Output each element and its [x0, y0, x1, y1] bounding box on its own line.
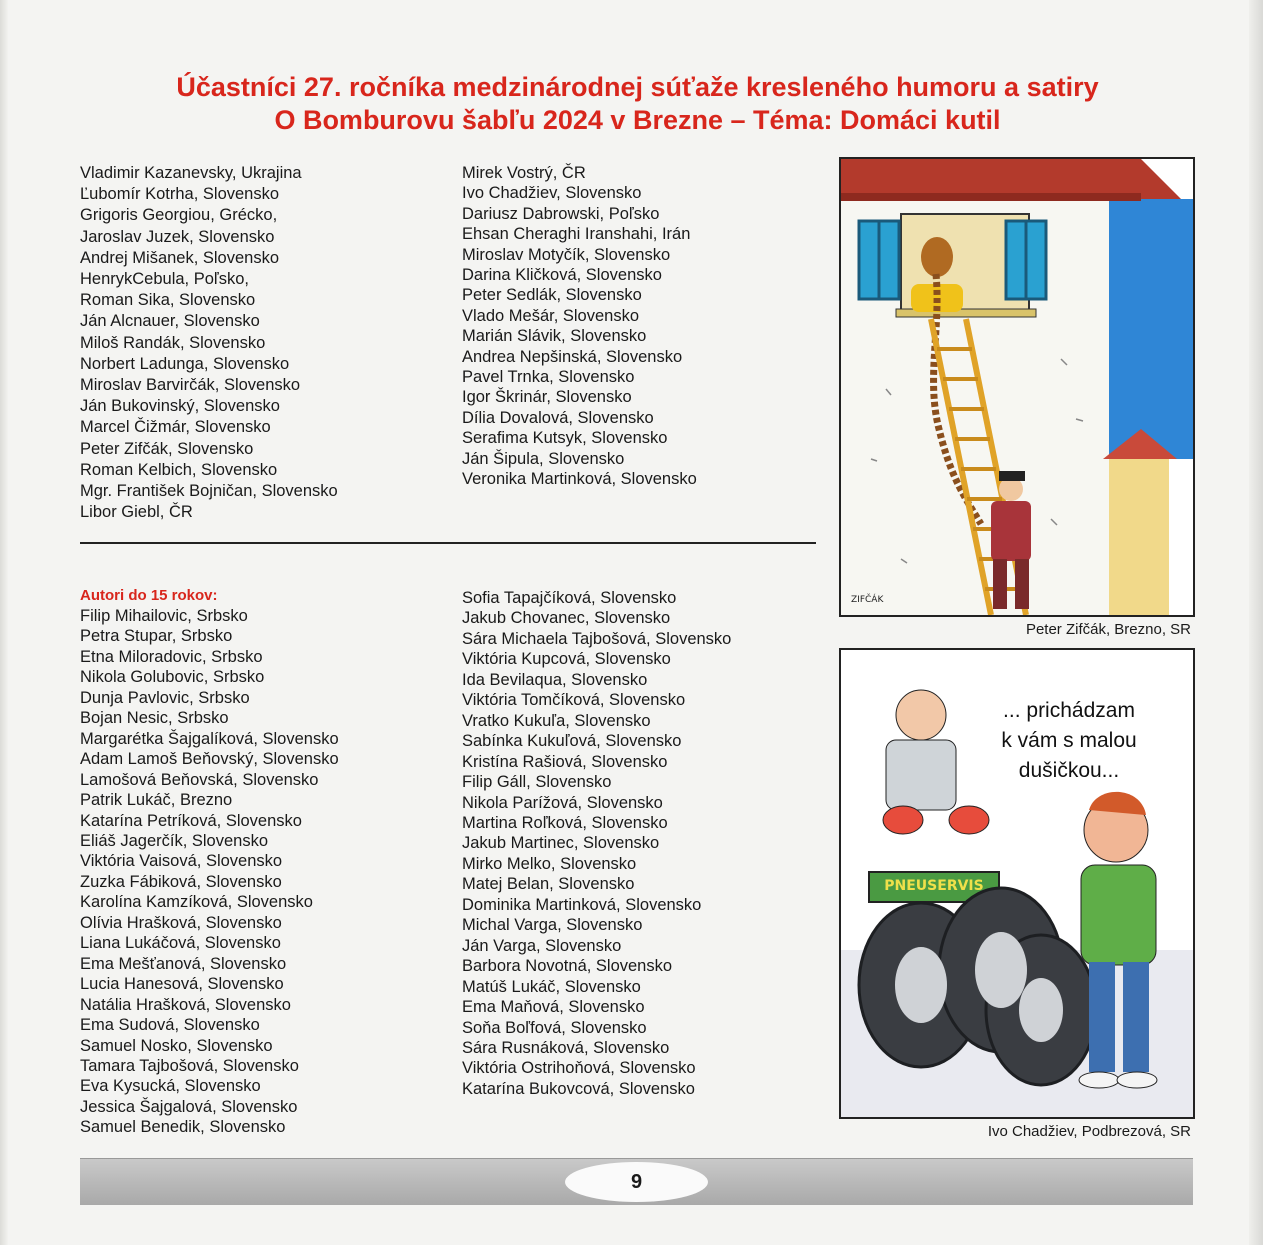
list-item: Samuel Benedik, Slovensko	[80, 1118, 286, 1137]
list-item: Mgr. František Bojničan, Slovensko	[80, 482, 338, 501]
page-title-line-2: O Bomburovu šabľu 2024 v Brezne – Téma: Domáci kutil	[274, 105, 1001, 135]
list-item: Marián Slávik, Slovensko	[462, 327, 647, 346]
list-item: Filip Mihailovic, Srbsko	[80, 607, 248, 625]
list-item: Sabínka Kukuľová, Slovensko	[462, 732, 682, 751]
list-item: Ema Maňová, Slovensko	[462, 998, 645, 1017]
youth-column-2	[462, 588, 731, 1099]
list-item: Viktória Vaisová, Slovensko	[80, 852, 283, 871]
list-item: Jessica Šajgalová, Slovensko	[80, 1097, 298, 1116]
speech-line-3: dušičkou...	[1018, 759, 1120, 782]
list-item: Zuzka Fábiková, Slovensko	[80, 872, 282, 891]
list-item: HenrykCebula, Poľsko,	[80, 270, 249, 289]
list-item: Viktória Kupcová, Slovensko	[462, 650, 671, 669]
list-item: Ivo Chadžiev, Slovensko	[462, 184, 642, 203]
list-item: Jakub Martinec, Slovensko	[462, 834, 660, 853]
list-item: Olívia Hrašková, Slovensko	[80, 913, 282, 932]
page-edge-right	[1249, 0, 1263, 1245]
list-item: Tamara Tajbošová, Slovensko	[80, 1056, 299, 1075]
youth-heading: Autori do 15 rokov:	[80, 587, 218, 604]
speech-line-1: ... prichádzam	[1003, 699, 1135, 722]
list-item: Peter Zifčák, Slovensko	[80, 439, 254, 458]
cartoon-ladder-braid	[839, 157, 1195, 617]
list-item: Bojan Nesic, Srbsko	[80, 709, 229, 728]
list-item: Dominika Martinková, Slovensko	[462, 895, 702, 914]
list-item: Dariusz Dabrowski, Poľsko	[462, 204, 660, 223]
list-item: Barbora Novotná, Slovensko	[462, 957, 673, 976]
list-item: Mirek Vostrý, ČR	[462, 164, 586, 182]
cartoon-ladder-illustration	[841, 159, 1193, 615]
list-item: Ján Varga, Slovensko	[462, 936, 622, 955]
list-item: Eva Kysucká, Slovensko	[80, 1077, 261, 1096]
list-item: Filip Gáll, Slovensko	[462, 773, 612, 792]
list-item: Veronika Martinková, Slovensko	[462, 470, 697, 489]
list-item: Ida Bevilaqua, Slovensko	[462, 670, 648, 689]
section-divider	[80, 542, 816, 544]
list-item: Peter Sedlák, Slovensko	[462, 286, 642, 305]
list-item: Soňa Boľfová, Slovensko	[462, 1018, 647, 1037]
list-item: Katarína Petríková, Slovensko	[80, 811, 302, 830]
list-item: Sára Michaela Tajbošová, Slovensko	[462, 629, 732, 648]
list-item: Ján Alcnauer, Slovensko	[80, 312, 260, 331]
speech-text	[979, 696, 1159, 786]
list-item: Adam Lamoš Beňovský, Slovensko	[80, 750, 339, 769]
list-item: Grigoris Georgiou, Grécko,	[80, 206, 278, 225]
list-item: Petra Stupar, Srbsko	[80, 627, 233, 646]
speech-line-2: k vám s malou	[1001, 729, 1137, 752]
list-item: Miroslav Barvirčák, Slovensko	[80, 376, 301, 395]
list-item: Igor Škrinár, Slovensko	[462, 388, 632, 407]
list-item: Katarína Bukovcová, Slovensko	[462, 1079, 695, 1098]
list-item: Patrik Lukáč, Brezno	[80, 791, 233, 810]
list-item: Darina Kličková, Slovensko	[462, 266, 662, 285]
list-item: Viktória Tomčíková, Slovensko	[462, 691, 686, 710]
pneuservis-sign-text: PNEUSERVIS	[884, 878, 984, 894]
list-item: Samuel Nosko, Slovensko	[80, 1036, 273, 1055]
list-item: Vlado Mešár, Slovensko	[462, 306, 640, 325]
list-item: Michal Varga, Slovensko	[462, 916, 643, 935]
list-item: Vratko Kukuľa, Slovensko	[462, 711, 651, 730]
page-edge-left	[0, 0, 8, 1245]
list-item: Lamošová Beňovská, Slovensko	[80, 770, 319, 789]
list-item: Matej Belan, Slovensko	[462, 875, 635, 894]
list-item: Nikola Parížová, Slovensko	[462, 793, 663, 812]
page-number: 9	[565, 1162, 708, 1202]
cartoon-1-caption: Peter Zifčák, Brezno, SR	[1025, 621, 1191, 638]
list-item: Ján Šipula, Slovensko	[462, 449, 625, 468]
list-item: Miroslav Motyčík, Slovensko	[462, 245, 671, 264]
list-item: Jaroslav Juzek, Slovensko	[80, 227, 275, 246]
list-item: Roman Sika, Slovensko	[80, 291, 256, 310]
cartoon-pneuservis	[839, 648, 1195, 1119]
list-item: Lucia Hanesová, Slovensko	[80, 975, 284, 994]
cartoon-1-signature: ZIFČÁK	[851, 595, 884, 605]
list-item: Pavel Trnka, Slovensko	[462, 368, 635, 387]
cartoon-2-caption: Ivo Chadžiev, Podbrezová, SR	[987, 1123, 1191, 1140]
list-item: Andrea Nepšinská, Slovensko	[462, 347, 683, 366]
list-item: Ľubomír Kotrha, Slovensko	[80, 185, 280, 204]
list-item: Natália Hrašková, Slovensko	[80, 995, 291, 1014]
list-item: Ema Sudová, Slovensko	[80, 1016, 260, 1035]
list-item: Dília Dovalová, Slovensko	[462, 408, 654, 427]
list-item: Norbert Ladunga, Slovensko	[80, 354, 290, 373]
page-title-line-1: Účastníci 27. ročníka medzinárodnej súťaže kresleného humoru a satiry	[176, 72, 1099, 102]
list-item: Roman Kelbich, Slovensko	[80, 460, 278, 479]
list-item: Ehsan Cheraghi Iranshahi, Irán	[462, 225, 691, 244]
list-item: Serafima Kutsyk, Slovensko	[462, 429, 668, 448]
participants-column-1	[80, 163, 338, 523]
list-item: Dunja Pavlovic, Srbsko	[80, 688, 250, 707]
list-item: Marcel Čižmár, Slovensko	[80, 418, 271, 437]
list-item: Kristína Rašiová, Slovensko	[462, 752, 668, 771]
list-item: Liana Lukáčová, Slovensko	[80, 934, 281, 953]
list-item: Eliáš Jagerčík, Slovensko	[80, 831, 269, 850]
list-item: Etna Miloradovic, Srbsko	[80, 647, 263, 666]
list-item: Vladimir Kazanevsky, Ukrajina	[80, 164, 302, 182]
list-item: Nikola Golubovic, Srbsko	[80, 668, 265, 687]
list-item: Sára Rusnáková, Slovensko	[462, 1038, 670, 1057]
list-item: Viktória Ostrihoňová, Slovensko	[462, 1059, 696, 1078]
list-item: Mirko Melko, Slovensko	[462, 854, 637, 873]
list-item: Ema Mešťanová, Slovensko	[80, 954, 287, 973]
participants-column-2	[462, 163, 697, 490]
list-item: Miloš Randák, Slovensko	[80, 333, 266, 352]
list-item: Matúš Lukáč, Slovensko	[462, 977, 641, 996]
list-item: Ján Bukovinský, Slovensko	[80, 397, 280, 416]
list-item: Karolína Kamzíková, Slovensko	[80, 893, 313, 912]
list-item: Andrej Mišanek, Slovensko	[80, 248, 280, 267]
youth-column-1	[80, 586, 339, 1138]
list-item: Libor Giebl, ČR	[80, 503, 193, 522]
list-item: Sofia Tapajčíková, Slovensko	[462, 589, 677, 607]
list-item: Margarétka Šajgalíková, Slovensko	[80, 729, 339, 748]
list-item: Jakub Chovanec, Slovensko	[462, 609, 671, 628]
youth-list-1	[80, 606, 339, 1138]
list-item: Martina Roľková, Slovensko	[462, 813, 668, 832]
